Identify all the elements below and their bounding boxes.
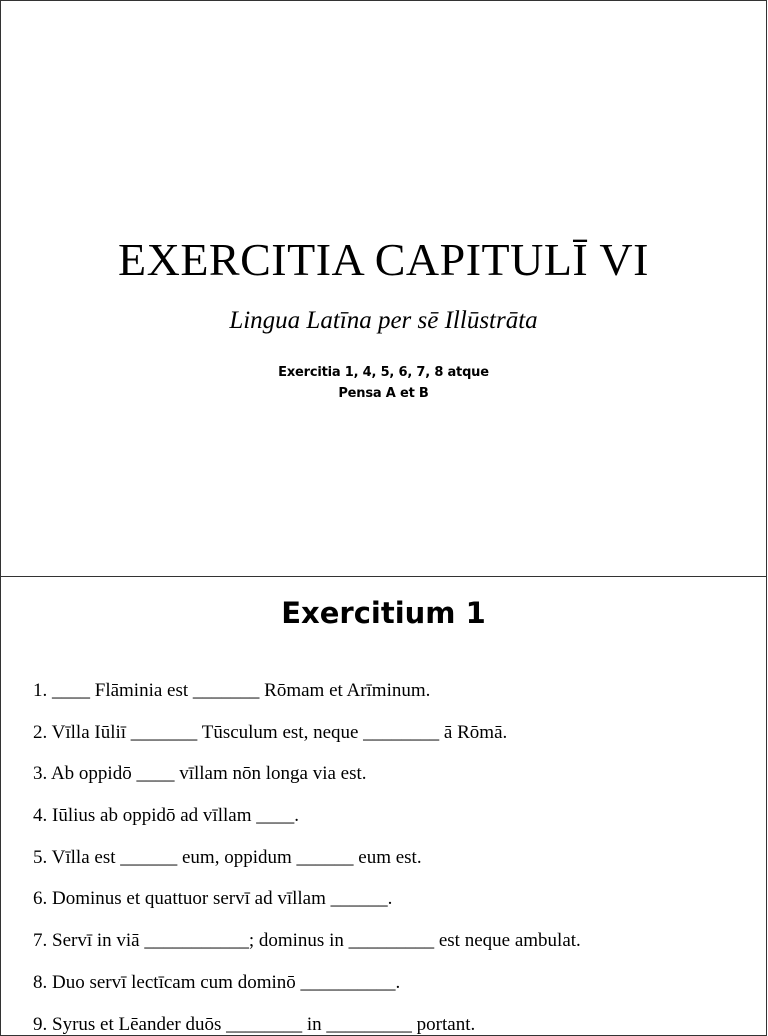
exercise-list: [33, 676, 581, 1036]
exercises-line: Exercitia 1, 4, 5, 6, 7, 8 atque: [1, 362, 766, 383]
exercise-item: 7. Servī in viā ___________; dominus in _________ est neque ambulat.: [33, 926, 581, 968]
pensa-line: Pensa A et B: [1, 383, 766, 404]
exercise-item: 8. Duo servī lectīcam cum dominō __________.: [33, 968, 581, 1010]
exercise-slide: [0, 576, 767, 1036]
slide-subtitle: Lingua Latīna per sē Illūstrāta: [1, 304, 766, 338]
exercise-item: 3. Ab oppidō ____ vīllam nōn longa via est.: [33, 759, 581, 801]
exercise-item: 1. ____ Flāminia est _______ Rōmam et Arīminum.: [33, 676, 581, 718]
exercise-item: 2. Vīlla Iūliī _______ Tūsculum est, neque ________ ā Rōmā.: [33, 718, 581, 760]
exercise-item: 4. Iūlius ab oppidō ad vīllam ____.: [33, 801, 581, 843]
exercise-heading: Exercitium 1: [1, 593, 766, 633]
exercise-item: 5. Vīlla est ______ eum, oppidum ______ eum est.: [33, 843, 581, 885]
slide-meta: [1, 362, 766, 404]
exercise-item: 6. Dominus et quattuor servī ad vīllam ______.: [33, 884, 581, 926]
slide-title: EXERCITIA CAPITULĪ VI: [1, 231, 766, 289]
exercise-item: 9. Syrus et Lēander duōs ________ in _________ portant.: [33, 1010, 581, 1036]
